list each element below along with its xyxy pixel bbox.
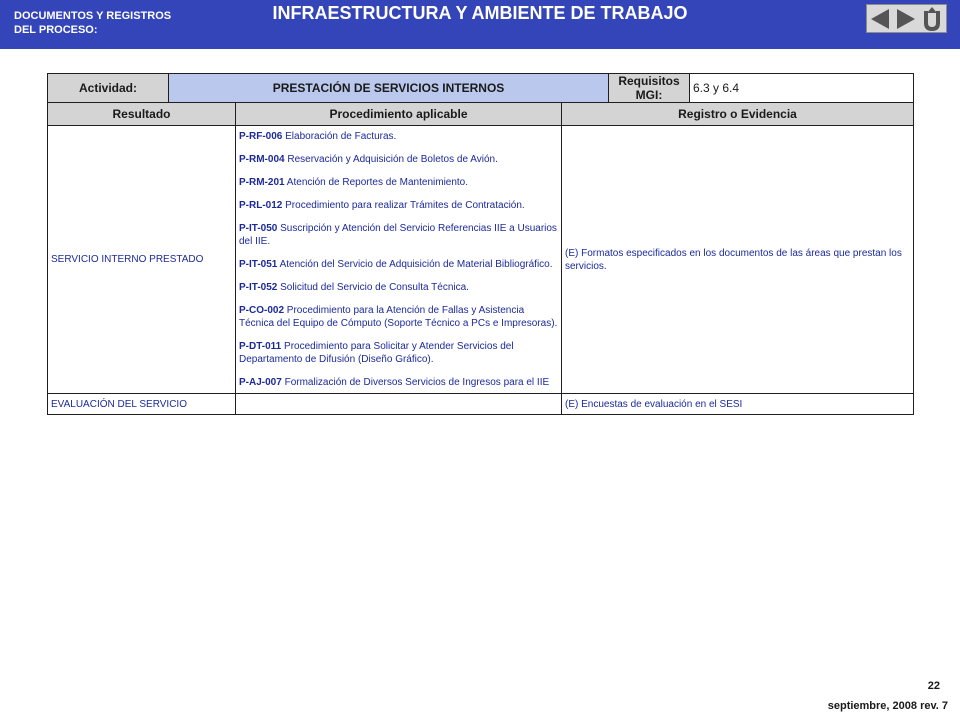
procedure-code: P-IT-052: [239, 282, 278, 293]
forward-button[interactable]: [893, 5, 919, 32]
procedure-code: P-IT-051: [239, 259, 278, 270]
procedure-item: [239, 376, 558, 389]
procedure-text: Formalización de Diversos Servicios de Ingresos para el IIE: [281, 377, 550, 388]
procedure-text: Reservación y Adquisición de Boletos de Avión.: [284, 154, 498, 165]
procedure-text: Solicitud del Servicio de Consulta Técnica.: [277, 282, 469, 293]
procedure-text: Procedimiento para la Atención de Fallas y Asistencia Técnica del Equipo de Cómputo (Soporte Técnico a PCs e Impresoras).: [239, 305, 558, 329]
page-title: INFRAESTRUCTURA Y AMBIENTE DE TRABAJO: [272, 3, 688, 23]
page-number: 22: [927, 680, 940, 692]
procedure-code: P-RM-004: [239, 154, 285, 165]
procedure-text: Atención de Reportes de Mantenimiento.: [284, 177, 469, 188]
requirements-label: Requisitos MGI:: [609, 74, 690, 103]
table-row: [48, 126, 914, 394]
back-button[interactable]: [867, 5, 893, 32]
procedure-item: [239, 340, 558, 366]
procedure-item: [239, 281, 558, 294]
col-header-procedure: Procedimiento aplicable: [236, 103, 562, 126]
procedure-cell: [236, 394, 562, 415]
up-arrow-icon: [921, 7, 943, 31]
procedure-item: [239, 258, 558, 271]
procedure-text: Suscripción y Atención del Servicio Referencias IIE a Usuarios del IIE.: [239, 223, 557, 247]
procedure-item: [239, 130, 558, 143]
procedure-code: P-RL-012: [239, 200, 283, 211]
up-button[interactable]: [919, 5, 945, 32]
procedure-item: [239, 222, 558, 248]
requirements-value: 6.3 y 6.4: [690, 74, 914, 103]
procedure-code: P-AJ-007: [239, 377, 282, 388]
nav-buttons: [866, 4, 947, 33]
procedure-item: [239, 199, 558, 212]
procedure-item: [239, 153, 558, 166]
table-row: [48, 394, 914, 415]
procedure-text: Procedimiento para realizar Trámites de Contratación.: [282, 200, 525, 211]
header-bar: [0, 0, 960, 49]
procedure-code: P-IT-050: [239, 223, 278, 234]
process-table: [47, 73, 914, 415]
procedure-code: P-RF-006: [239, 131, 283, 142]
procedure-code: P-CO-002: [239, 305, 285, 316]
activity-row: [48, 74, 914, 103]
column-header-row: [48, 103, 914, 126]
activity-value: PRESTACIÓN DE SERVICIOS INTERNOS: [169, 74, 609, 103]
procedure-code: P-RM-201: [239, 177, 285, 188]
col-header-evidence: Registro o Evidencia: [562, 103, 914, 126]
procedure-text: Procedimiento para Solicitar y Atender Servicios del Departamento de Difusión (Diseño Gráfico).: [239, 341, 514, 365]
evidence-cell: (E) Formatos especificados en los documentos de las áreas que prestan los servicios.: [562, 126, 914, 394]
process-label-line1: DOCUMENTOS Y REGISTROS: [14, 10, 172, 22]
activity-label: Actividad:: [48, 74, 169, 103]
result-cell: EVALUACIÓN DEL SERVICIO: [48, 394, 236, 415]
date-revision: septiembre, 2008 rev. 7: [827, 700, 948, 712]
col-header-result: Resultado: [48, 103, 236, 126]
procedure-item: [239, 304, 558, 330]
procedure-code: P-DT-011: [239, 341, 282, 352]
procedure-text: Elaboración de Facturas.: [282, 131, 397, 142]
process-label-line2: DEL PROCESO:: [14, 24, 98, 36]
procedure-cell: [236, 126, 562, 394]
procedure-item: [239, 176, 558, 189]
left-arrow-icon: [869, 8, 891, 30]
procedure-text: Atención del Servicio de Adquisición de Material Bibliográfico.: [277, 259, 553, 270]
evidence-cell: (E) Encuestas de evaluación en el SESI: [562, 394, 914, 415]
right-arrow-icon: [895, 8, 917, 30]
result-cell: SERVICIO INTERNO PRESTADO: [48, 126, 236, 394]
